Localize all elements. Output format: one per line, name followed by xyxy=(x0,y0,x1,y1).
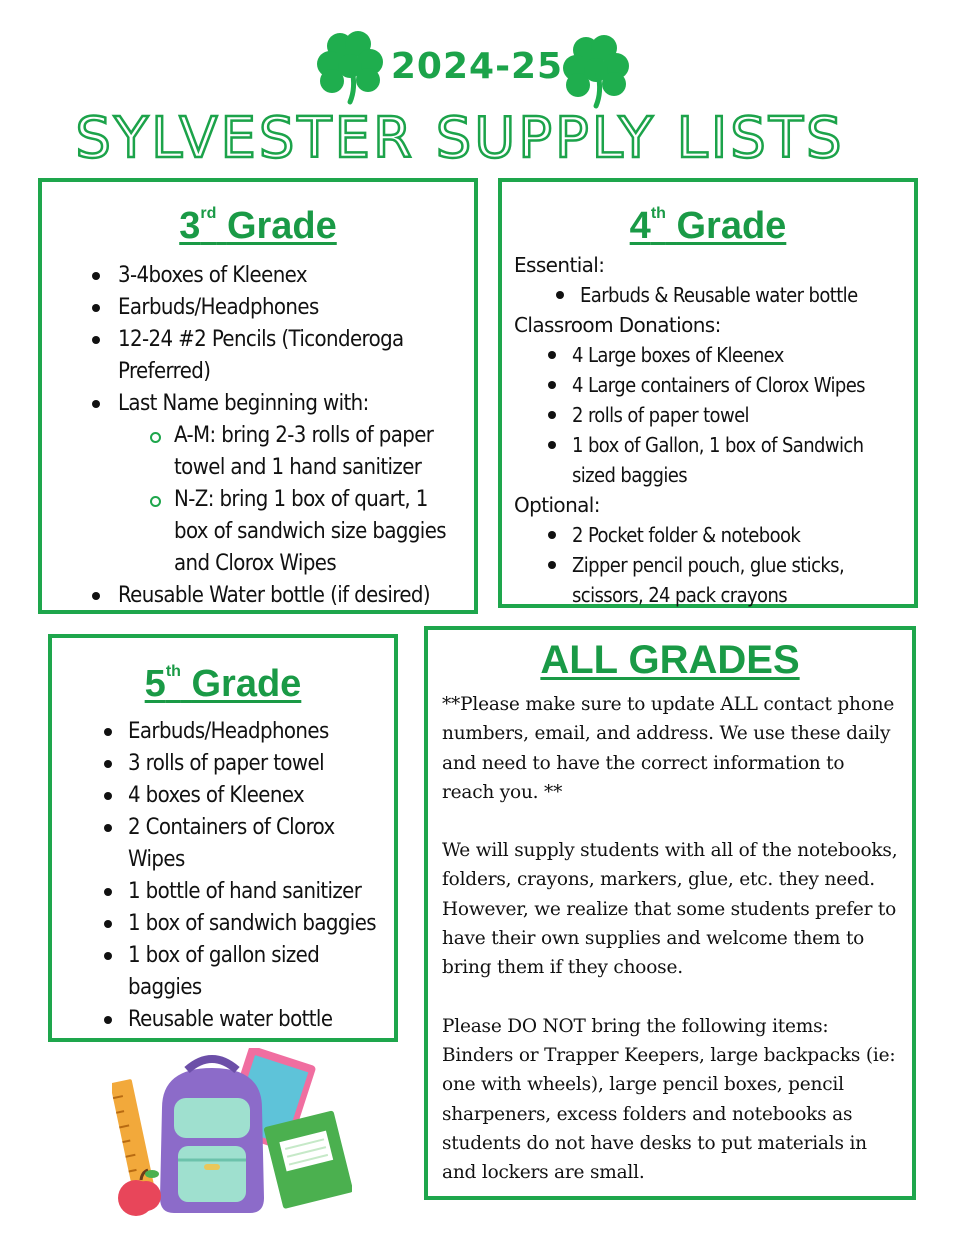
all-grades-text xyxy=(428,690,912,1187)
grade3-card xyxy=(38,178,478,614)
list-item: Earbuds/Headphones xyxy=(52,716,394,748)
grade4-card xyxy=(498,178,918,608)
list-item: 1 box of Gallon, 1 box of Sandwich sized baggies xyxy=(502,430,914,490)
year-heading: 2024-25 xyxy=(390,46,564,87)
list-item: Earbuds & Reusable water bottle xyxy=(502,280,914,310)
list-item: Reusable water bottle xyxy=(52,1004,394,1036)
all-grades-card xyxy=(424,626,916,1200)
list-item: 2 Containers of Clorox Wipes xyxy=(52,812,394,876)
list-item: Zipper pencil pouch, glue sticks, scissors, 24 pack crayons xyxy=(502,550,914,610)
contact-info-paragraph: **Please make sure to update ALL contact phone numbers, email, and address. We use these daily and need to have the correct information to reach you. ** xyxy=(442,694,895,803)
grade4-title: 4th Grade xyxy=(629,205,787,247)
grade5-card xyxy=(48,634,398,1042)
list-item: 4 boxes of Kleenex xyxy=(52,780,394,812)
list-item: Last Name beginning with: xyxy=(42,388,474,420)
list-item: 12-24 #2 Pencils (Ticonderoga Preferred) xyxy=(42,324,474,388)
page-title: SYLVESTER SUPPLY LISTS xyxy=(75,106,845,171)
list-item: 3 rolls of paper towel xyxy=(52,748,394,780)
list-item: Reusable Water bottle (if desired) xyxy=(42,580,474,612)
list-item: 2 rolls of paper towel xyxy=(502,400,914,430)
grade5-list xyxy=(52,716,394,1036)
list-item: 4 Large containers of Clorox Wipes xyxy=(502,370,914,400)
list-item: A-M: bring 2-3 rolls of paper towel and 1 hand sanitizer xyxy=(42,420,474,484)
list-item: Earbuds/Headphones xyxy=(42,292,474,324)
all-grades-title: ALL GRADES xyxy=(540,638,800,682)
list-item: 4 Large boxes of Kleenex xyxy=(502,340,914,370)
grade3-sublist xyxy=(42,420,474,580)
essential-label: Essential: xyxy=(514,253,605,277)
list-item: 1 box of sandwich baggies xyxy=(52,908,394,940)
optional-label: Optional: xyxy=(514,493,600,517)
do-not-bring-paragraph: Please DO NOT bring the following items: Binders or Trapper Keepers, large backpacks (ie: one with wheels), large pencil boxes, pencil sharpeners, excess folders and notebooks as students do not have desks to put materials in and lockers are small. xyxy=(442,1015,896,1184)
grade5-title: 5th Grade xyxy=(144,663,302,705)
list-item: N-Z: bring 1 box of quart, 1 box of sandwich size baggies and Clorox Wipes xyxy=(42,484,474,580)
list-item: 2 Pocket folder & notebook xyxy=(502,520,914,550)
grade3-list-end xyxy=(42,580,474,612)
donations-list xyxy=(502,340,914,490)
grade3-title: 3rd Grade xyxy=(179,205,337,247)
donations-label: Classroom Donations: xyxy=(514,313,721,337)
supplies-paragraph: We will supply students with all of the notebooks, folders, crayons, markers, glue, etc. they need. However, we realize that some students prefer to have their own supplies and welcome them to bring them if they choose. xyxy=(442,840,898,979)
optional-list xyxy=(502,520,914,610)
list-item: 3-4boxes of Kleenex xyxy=(42,260,474,292)
grade3-list xyxy=(42,260,474,420)
backpack-supplies-icon xyxy=(112,1048,352,1218)
list-item: 1 box of gallon sized baggies xyxy=(52,940,394,1004)
list-item: 1 bottle of hand sanitizer xyxy=(52,876,394,908)
essential-list xyxy=(502,280,914,310)
